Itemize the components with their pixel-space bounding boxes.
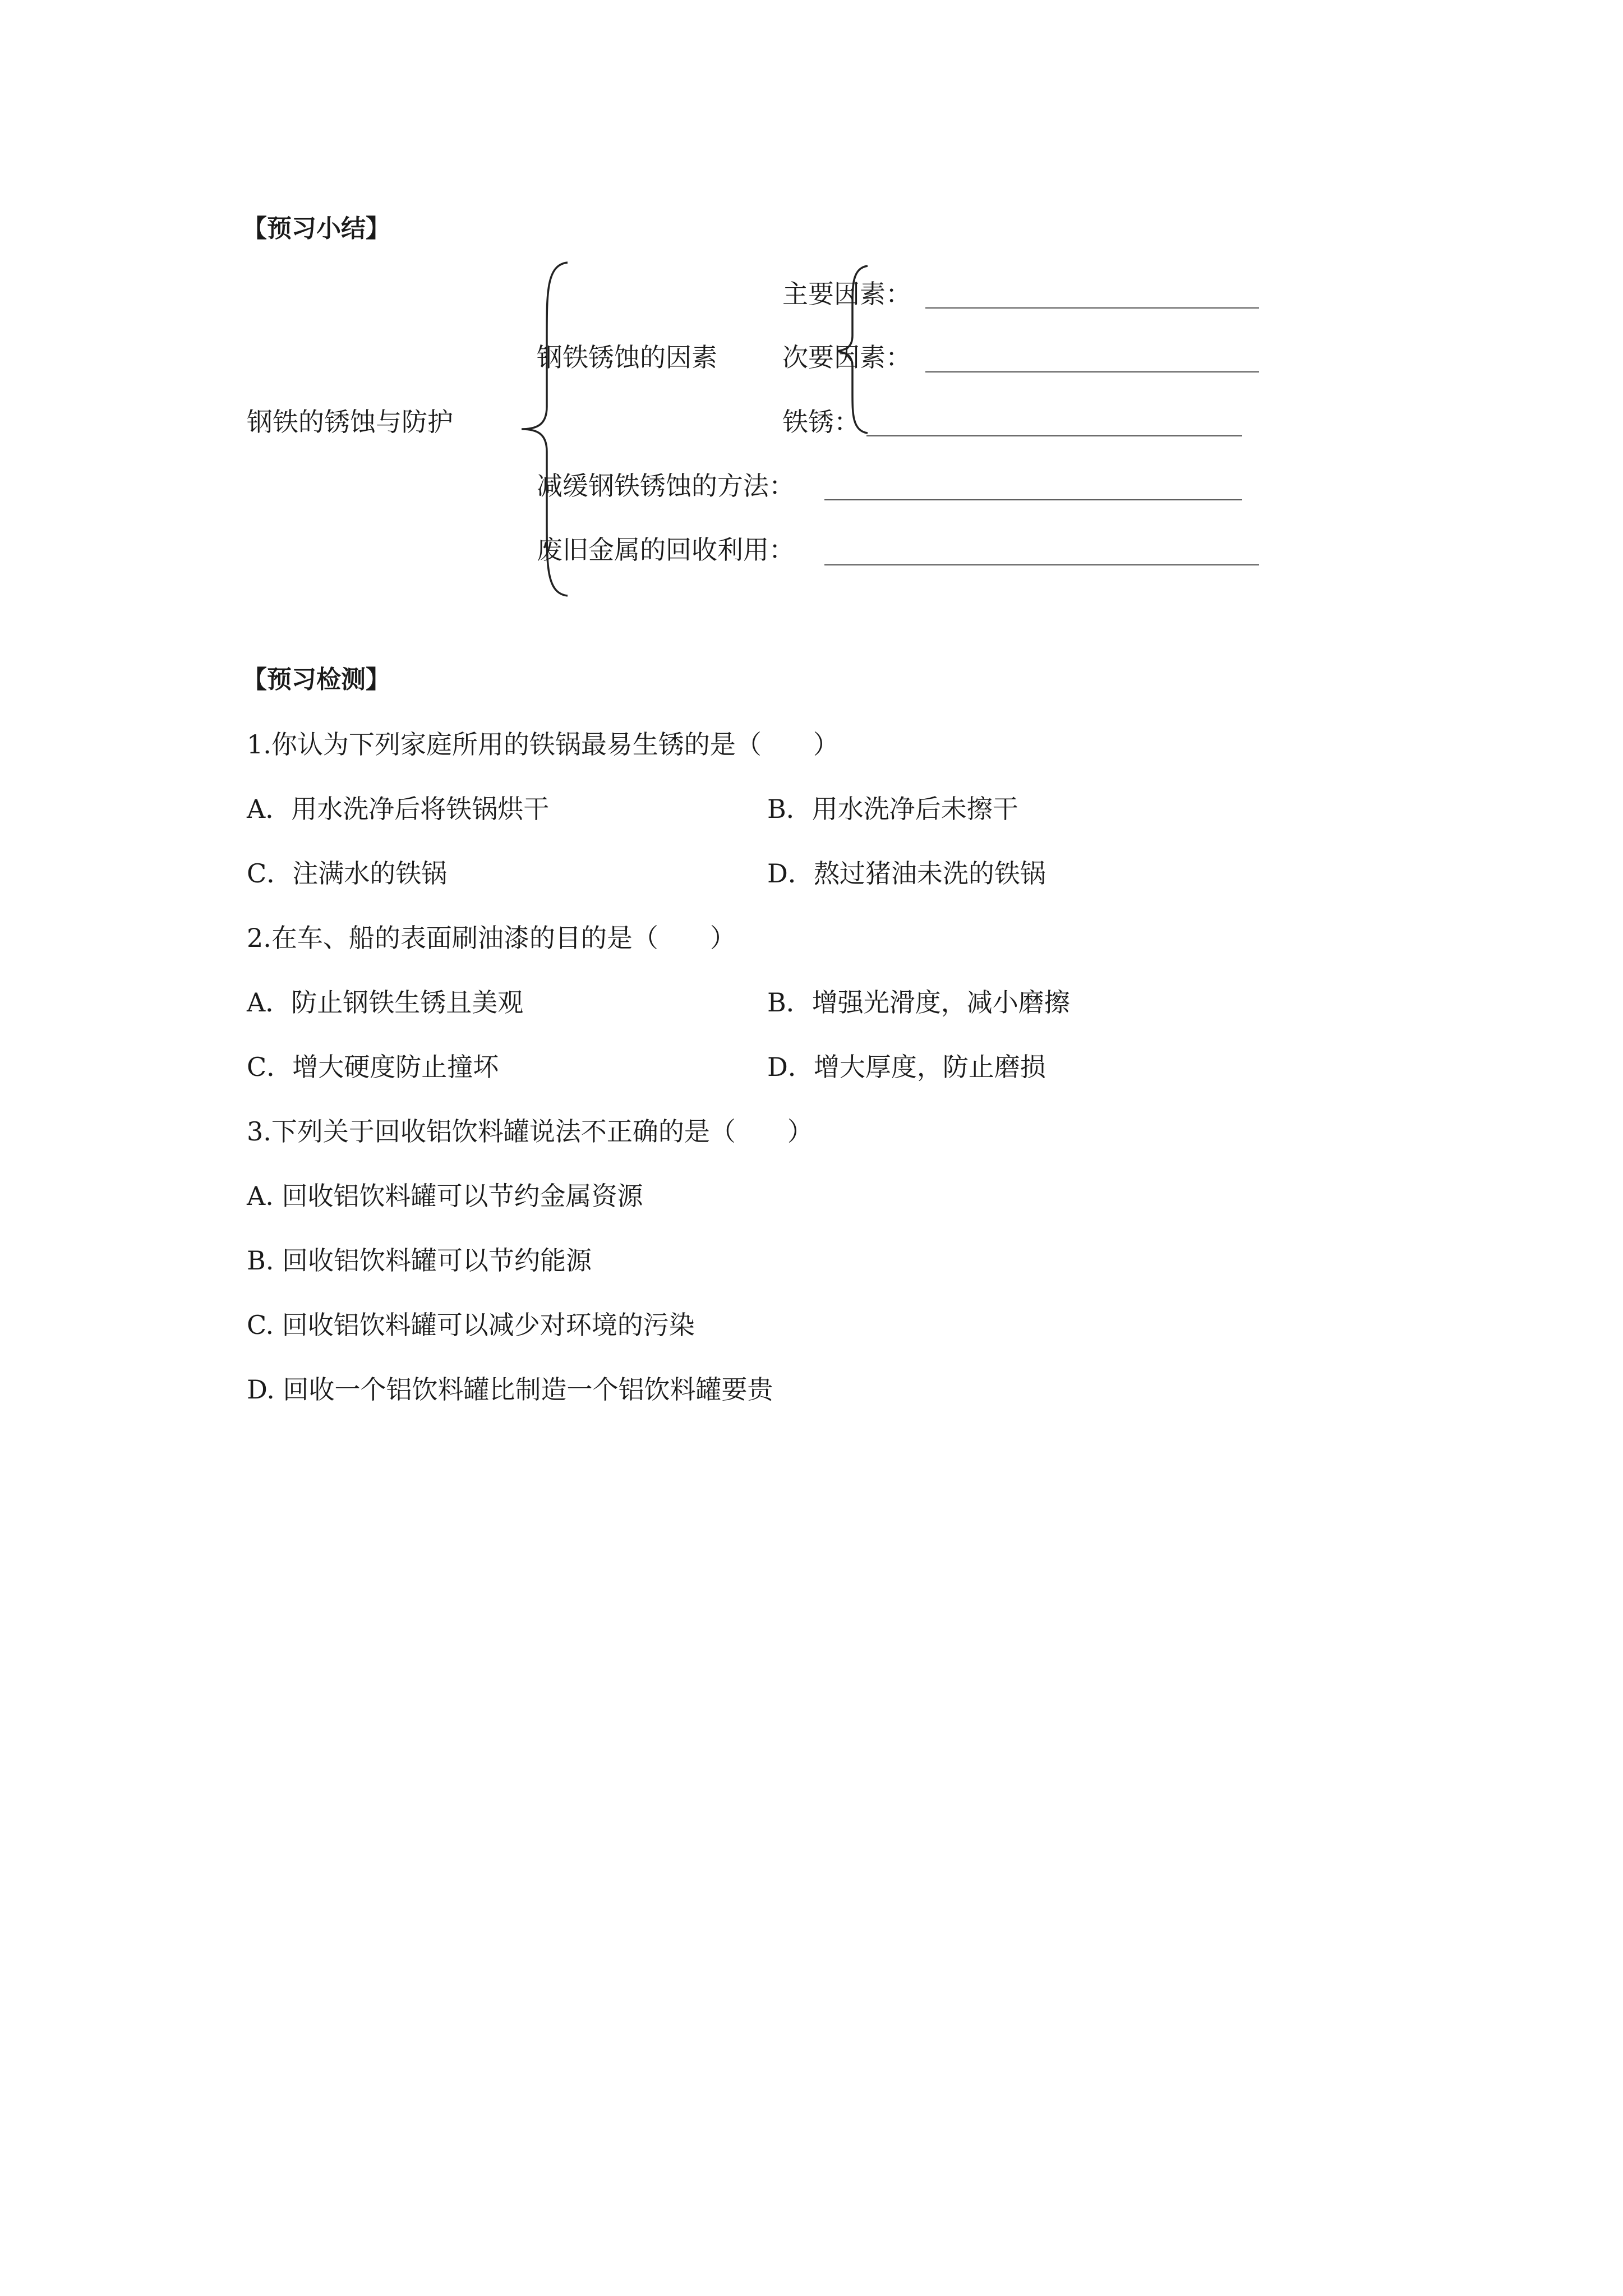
summary-root-label: 钢铁的锈蚀与防护 xyxy=(247,407,453,437)
question-1-option-d[interactable]: D．熬过猪油未洗的铁锅 xyxy=(767,858,1046,889)
question-1-stem: 1.你认为下列家庭所用的铁锅最易生锈的是（ ） xyxy=(247,729,839,760)
question-2-option-d[interactable]: D．增大厚度，防止磨损 xyxy=(767,1052,1046,1082)
factors-label: 钢铁锈蚀的因素 xyxy=(537,342,717,372)
question-1-option-a[interactable]: A．用水洗净后将铁锅烘干 xyxy=(247,794,550,824)
rust-blank[interactable] xyxy=(866,435,1242,436)
main-factor-label: 主要因素： xyxy=(782,279,911,309)
secondary-factor-label: 次要因素： xyxy=(782,342,911,372)
question-3-stem: 3.下列关于回收铝饮料罐说法不正确的是（ ） xyxy=(247,1116,813,1147)
secondary-factor-blank[interactable] xyxy=(925,371,1259,372)
question-3-option-c[interactable]: C. 回收铝饮料罐可以减少对环境的污染 xyxy=(247,1310,695,1340)
question-3-option-a[interactable]: A. 回收铝饮料罐可以节约金属资源 xyxy=(247,1181,643,1211)
check-heading: 【预习检测】 xyxy=(242,665,390,694)
question-3-option-d[interactable]: D. 回收一个铝饮料罐比制造一个铝饮料罐要贵 xyxy=(247,1374,773,1405)
question-2-option-a[interactable]: A．防止钢铁生锈且美观 xyxy=(247,987,524,1018)
question-1-option-b[interactable]: B．用水洗净后未擦干 xyxy=(767,794,1018,824)
slow-method-label: 减缓钢铁锈蚀的方法： xyxy=(537,471,795,501)
slow-method-blank[interactable] xyxy=(824,499,1242,500)
rust-label: 铁锈： xyxy=(782,407,860,437)
question-2-option-c[interactable]: C．增大硬度防止撞坏 xyxy=(247,1052,499,1082)
main-factor-blank[interactable] xyxy=(925,307,1259,309)
recycle-blank[interactable] xyxy=(824,564,1259,565)
recycle-label: 废旧金属的回收利用： xyxy=(537,535,795,565)
question-3-option-b[interactable]: B. 回收铝饮料罐可以节约能源 xyxy=(247,1245,592,1276)
summary-heading: 【预习小结】 xyxy=(242,214,390,243)
question-2-stem: 2.在车、船的表面刷油漆的目的是（ ） xyxy=(247,923,736,953)
question-2-option-b[interactable]: B．增强光滑度，减小磨擦 xyxy=(767,987,1070,1018)
question-1-option-c[interactable]: C．注满水的铁锅 xyxy=(247,858,448,889)
